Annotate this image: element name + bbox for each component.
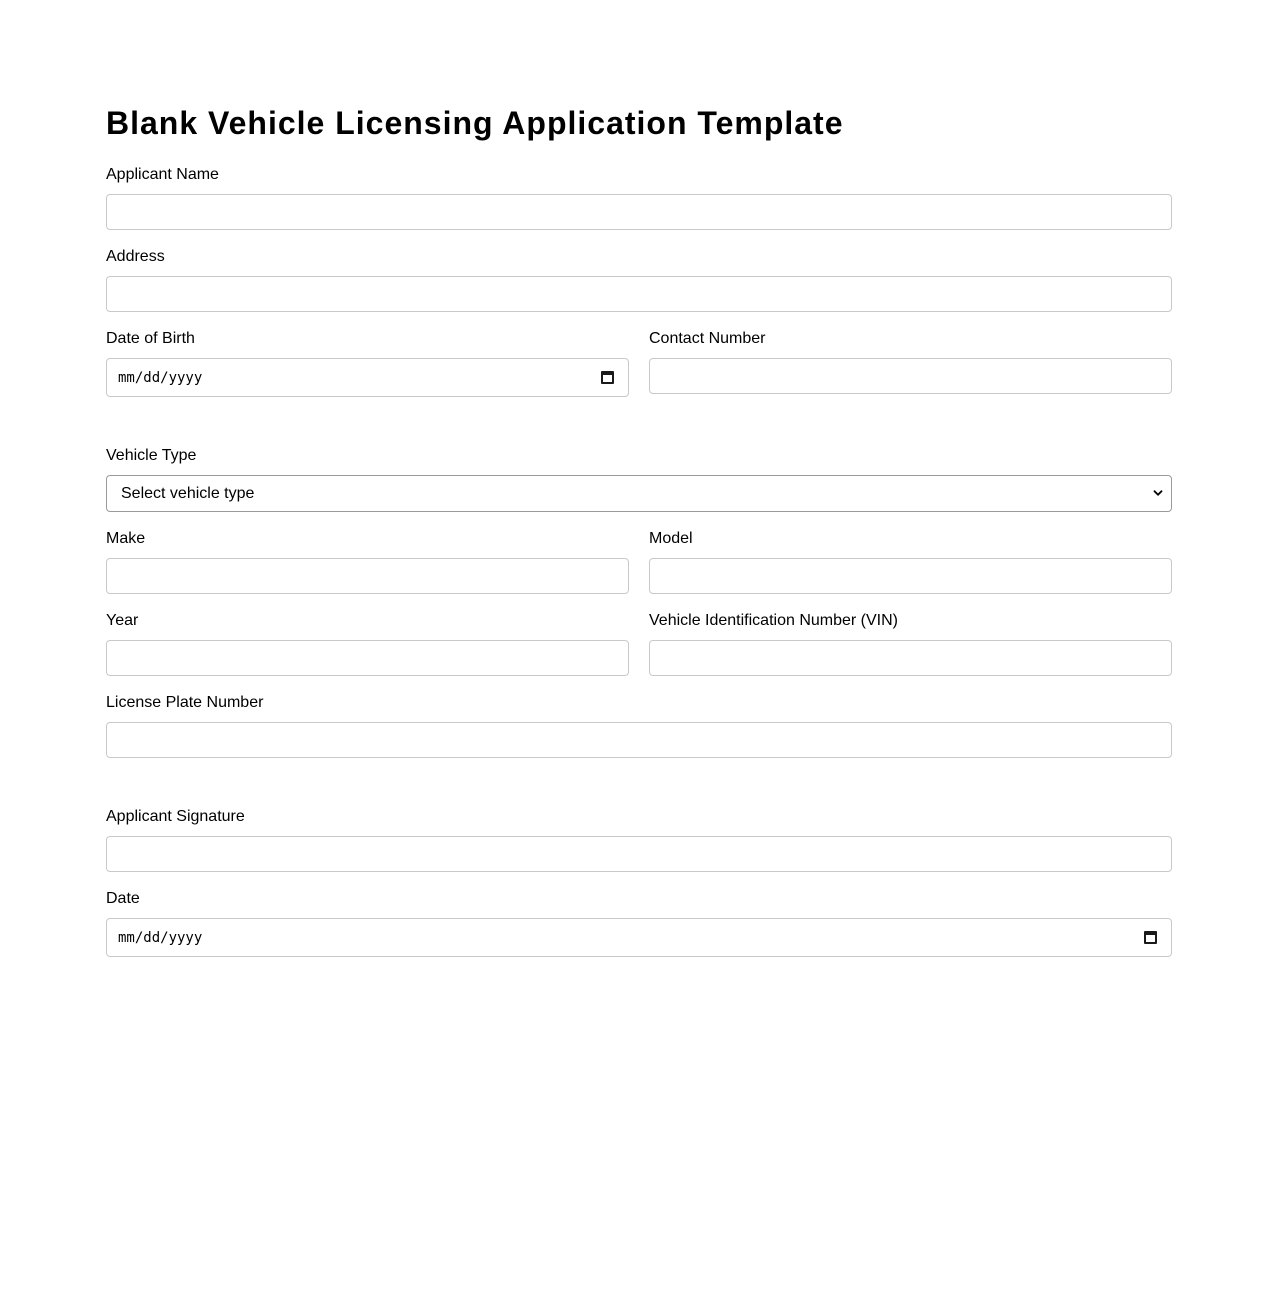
license-plate-group xyxy=(106,694,1172,712)
dob-label: Date of Birth xyxy=(106,330,195,347)
calendar-icon[interactable] xyxy=(601,371,614,384)
vehicle-type-group xyxy=(106,447,1172,502)
contact-input[interactable] xyxy=(649,358,1172,394)
signature-date-placeholder: mm/dd/yyyy xyxy=(118,930,203,946)
dob-group xyxy=(106,330,629,386)
model-group xyxy=(649,530,1172,548)
vin-label: Vehicle Identification Number (VIN) xyxy=(649,612,898,629)
dob-placeholder: mm/dd/yyyy xyxy=(118,370,203,386)
signature-date-label: Date xyxy=(106,890,140,907)
license-plate-label: License Plate Number xyxy=(106,694,264,711)
license-plate-input[interactable] xyxy=(106,722,1172,758)
chevron-down-icon xyxy=(1153,488,1163,498)
signature-date-group xyxy=(106,890,1172,946)
vin-group xyxy=(649,612,1172,630)
signature-date-input[interactable] xyxy=(106,918,1172,957)
signature-group xyxy=(106,808,1172,826)
address-label: Address xyxy=(106,248,165,265)
contact-group xyxy=(649,330,1172,348)
applicant-name-label: Applicant Name xyxy=(106,166,219,183)
make-group xyxy=(106,530,629,548)
vehicle-type-label: Vehicle Type xyxy=(106,447,197,464)
contact-label: Contact Number xyxy=(649,330,766,347)
applicant-name-input[interactable] xyxy=(106,194,1172,230)
address-input[interactable] xyxy=(106,276,1172,312)
year-input[interactable] xyxy=(106,640,629,676)
page-title: Blank Vehicle Licensing Application Template xyxy=(106,105,844,141)
signature-label: Applicant Signature xyxy=(106,808,245,825)
calendar-icon[interactable] xyxy=(1144,931,1157,944)
signature-input[interactable] xyxy=(106,836,1172,872)
make-input[interactable] xyxy=(106,558,629,594)
model-input[interactable] xyxy=(649,558,1172,594)
address-group xyxy=(106,248,1172,266)
applicant-name-group xyxy=(106,166,1172,184)
model-label: Model xyxy=(649,530,693,547)
make-label: Make xyxy=(106,530,146,547)
dob-input[interactable] xyxy=(106,358,629,397)
vin-input[interactable] xyxy=(649,640,1172,676)
year-group xyxy=(106,612,629,630)
vehicle-type-select[interactable] xyxy=(106,475,1172,512)
year-label: Year xyxy=(106,612,139,629)
vehicle-type-selected: Select vehicle type xyxy=(121,485,255,502)
